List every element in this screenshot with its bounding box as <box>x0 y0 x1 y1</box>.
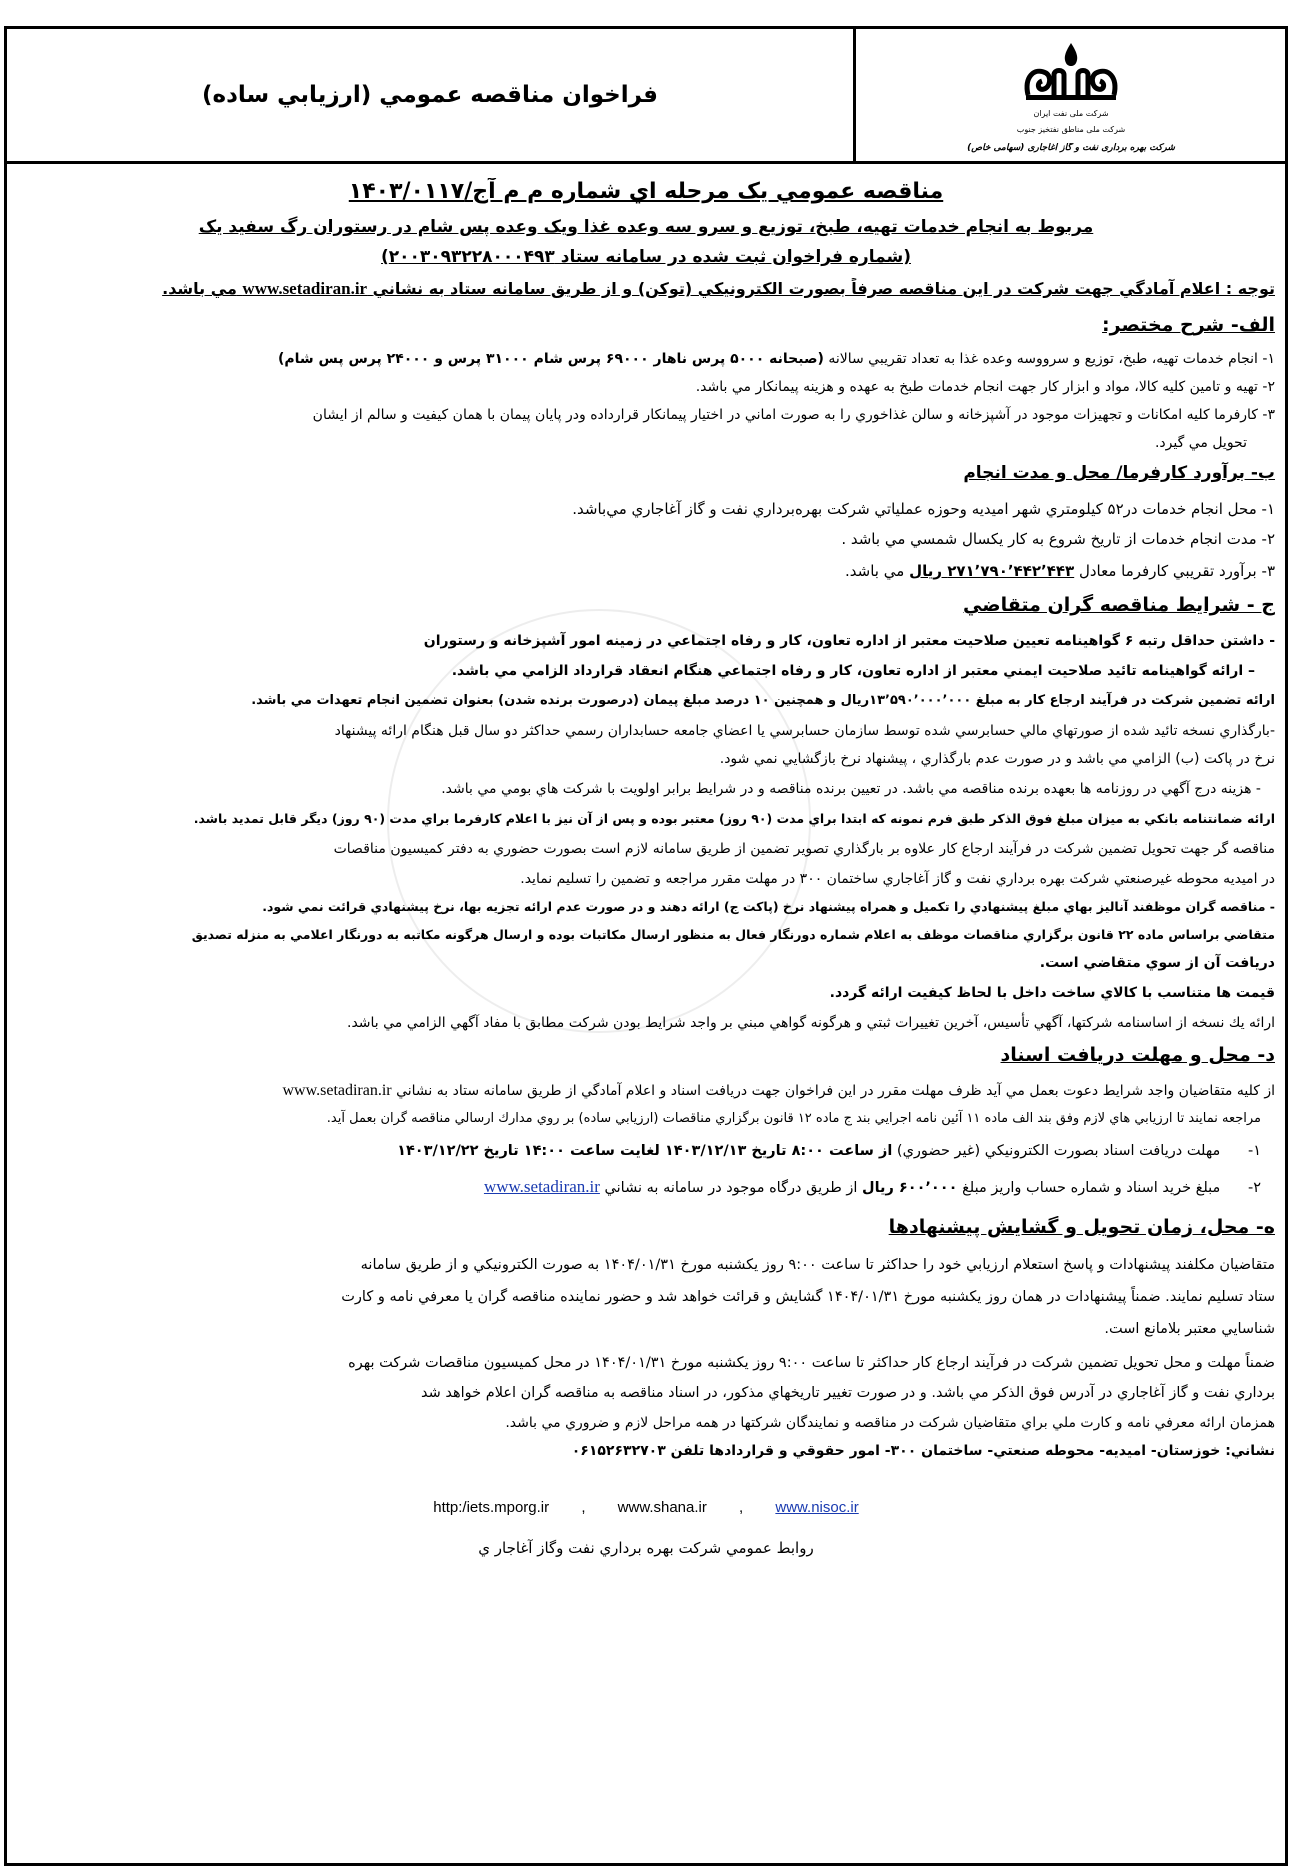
section-c-line-11: متقاضي براساس ماده ۲۲ قانون برگزاري مناقصات موظف به اعلام شماره دورنگار فعال به منظور ارسال مكاتبات بوده و ارسال هرگونه مكاتبه به دورنگار اعلامي به منزله تصديق <box>191 927 1275 942</box>
section-c-line-8: مناقصه گر جهت تحويل تضمين شركت در فرآيند ارجاع كار علاوه بر بارگذاري تصوير تضمين از طريق سامانه لازم است بصورت حضوري به دفتر كميسيون مناقصات <box>333 841 1275 857</box>
section-e-line-6: همزمان ارائه معرفي نامه و كارت ملي براي متقاضيان شركت در مناقصه و نمايندگان شركتها در همه مراحل لازم و ضروري مي باشد. <box>505 1415 1275 1431</box>
header <box>7 29 1285 164</box>
section-a-item-2: ۲- تهيه و تامين كليه كالا، مواد و ابزار كار جهت انجام خدمات طبخ به عهده و هزينه پيمانكار مي باشد. <box>695 379 1275 395</box>
estimate-amount: ۲۷۱٬۷۹۰٬۴۴۲٬۴۴۳ ريال <box>909 562 1075 580</box>
setad-url-3[interactable]: www.setadiran.ir <box>483 1177 600 1196</box>
footer-link-shana[interactable]: www.shana.ir <box>617 1499 707 1516</box>
section-e-line-1: متقاضيان مكلفند پيشنهادات و پاسخ استعلام ارزيابي خود را حداكثر تا ساعت ۹:۰۰ روز يكشنبه مورخ ۱۴۰۴/۰۱/۳۱ به صورت الكترونيكي و از طريق سامانه <box>360 1257 1275 1273</box>
section-b-item-2: ۲- مدت انجام خدمات از تاريخ شروع به كار يكسال شمسي مي باشد . <box>841 530 1275 548</box>
section-d-intro-2: مراجعه نمايند تا ارزيابي هاي لازم وفق بند الف ماده ۱۱ آئين نامه اجرايي بند ج ماده ۱۲ قانون برگزاري مناقصات (ارزيابي ساده) بر روي مدارك ارسالي مناقصه گران بعمل آيد. <box>326 1111 1261 1126</box>
section-b-title: ب- برآورد كارفرما/ محل و مدت انجام <box>963 463 1275 483</box>
section-c-line-2: – ارائه گواهينامه تائيد صلاحيت ايمني معتبر از اداره تعاون، كار و رفاه اجتماعي هنگام انعقاد قرارداد الزامي مي باشد. <box>451 663 1255 679</box>
footer-link-mporg[interactable]: http:/iets.mporg.ir <box>433 1499 550 1516</box>
section-c-line-6: - هزينه درج آگهي در روزنامه ها بعهده برنده مناقصه مي باشد. در تعيين برنده مناقصه و در شرايط برابر اولويت با شركت هاي بومي مي باشد. <box>441 781 1261 797</box>
section-c-title: ج - شرايط مناقصه گران متقاضي <box>963 594 1275 616</box>
setad-url[interactable]: www.setadiran.ir <box>242 279 368 298</box>
nioc-logo-icon <box>1016 37 1126 103</box>
section-d-item-2: ۲- مبلغ خريد اسناد و شماره حساب واريز مبلغ ۶۰۰٬۰۰۰ ريال از طريق درگاه موجود در سامانه به نشاني www.setadiran.ir <box>483 1177 1261 1196</box>
section-e-line-5: برداري نفت و گاز آغاجاري در آدرس فوق الذكر مي باشد. و در صورت تغيير تاريخهاي مذكور، در اسناد مناقصه به مناقصه گران اعلام خواهد شد <box>421 1385 1275 1401</box>
section-e-line-3: شناسايي معتبر بلامانع است. <box>1104 1321 1275 1337</box>
section-c-line-12: دريافت آن از سوي متقاضي است. <box>1039 955 1275 971</box>
section-c-line-10: - مناقصه گران موظفند آناليز بهاي مبلغ پيشنهادي را تكميل و همراه پيشنهاد نرخ (پاكت ج) ارائه دهند و در صورت عدم ارائه تجزيه بها، نرخ پيشنهادي قرائت نمي شود. <box>262 899 1275 914</box>
section-d-intro-1: از كليه متقاضيان واجد شرايط دعوت بعمل مي آيد ظرف مهلت مقرر در اين فراخوان جهت دريافت اسناد و اعلام آمادگي از طريق سامانه ستاد به نشاني www.setadiran.ir <box>282 1082 1275 1099</box>
notice-line: توجه : اعلام آمادگي جهت شركت در اين مناقصه صرفاً بصورت الكترونيكي (توكن) و از طريق سامانه ستاد به نشاني www.setadiran.ir مي باشد. <box>162 279 1275 298</box>
section-c-line-14: ارائه يك نسخه از اساسنامه شركتها، آگهي تأسيس، آخرين تغييرات ثبتي و هرگونه گواهي مبني بر واجد شرايط بودن شركت مطابق با مفاد آگهي الزامي مي باشد. <box>347 1015 1275 1031</box>
section-c-line-1: - داشتن حداقل رتبه ۶ گواهينامه تعيين صلاحيت معتبر از اداره تعاون، كار و رفاه اجتماعي در زمينه امور آشپزخانه و رستوران <box>423 633 1275 649</box>
logo-caption-3: شرکت بهره برداری نفت و گاز آغاجاری (سهامی خاص) <box>967 143 1175 153</box>
footer-links <box>7 1499 1285 1516</box>
section-d-item-1: ۱- مهلت دريافت اسناد بصورت الكترونيكي (غير حضوري) از ساعت ۸:۰۰ تاريخ ۱۴۰۳/۱۲/۱۳ لغايت ساعت ۱۴:۰۰ تاريخ ۱۴۰۳/۱۲/۲۲ <box>397 1143 1261 1159</box>
tender-subject: مربوط به انجام خدمات تهيه، طبخ، توزيع و سرو سه وعده غذا ويک وعده پس شام در رستوران رگ سفيد يک <box>198 217 1094 237</box>
section-c-line-3: ارائه تضمين شركت در فرآيند ارجاع كار به مبلغ ۱۳٬۵۹۰٬۰۰۰٬۰۰۰ريال و همچنين ۱۰ درصد مبلغ پيمان (درصورت برنده شدن) بعنوان تضمين انجام تعهدات مي باشد. <box>251 693 1275 708</box>
section-a-item-3: ۳- كارفرما كليه امكانات و تجهيزات موجود در آشپزخانه و سالن غذاخوري را به صورت اماني در اختيار پيمانكار قرارداده ودر پايان پيمان با همان كيفيت و سالم از ايشان <box>312 407 1275 423</box>
section-a-item-1: ۱- انجام خدمات تهيه، طبخ، توزيع و سرووسه وعده غذا به تعداد تقريبي سالانه (صبحانه ۵۰۰۰ پرس ناهار ۶۹۰۰۰ پرس شام ۳۱۰۰۰ پرس و ۲۴۰۰۰ پرس پس شام) <box>277 351 1275 367</box>
footer-separator: , <box>581 1499 586 1516</box>
section-b-item-1: ۱- محل انجام خدمات در۵۲ كيلومتري شهر اميديه وحوزه عملياتي شركت بهره‌برداري نفت و گاز آغاجاري مي‌باشد. <box>572 500 1275 518</box>
page-title: فراخوان مناقصه عمومي (ارزيابي ساده) <box>202 82 658 108</box>
setad-number: (شماره فراخوان ثبت شده در سامانه ستاد ۲۰۰۳۰۹۳۲۲۸۰۰۰۴۹۳) <box>381 247 911 267</box>
footer-link-nisoc[interactable]: www.nisoc.ir <box>775 1499 859 1516</box>
address-line: نشاني: خوزستان- اميديه- محوطه صنعتي- ساختمان ۳۰۰- امور حقوقي و قراردادها تلفن ۰۶۱۵۲۶۳۲۷۰۳ <box>571 1443 1275 1459</box>
section-b-item-3: ۳- برآورد تقريبي كارفرما معادل ۲۷۱٬۷۹۰٬۴۴۲٬۴۴۳ ريال مي باشد. <box>845 562 1275 580</box>
footer-separator: , <box>739 1499 744 1516</box>
tender-title: مناقصه عمومي يک مرحله اي شماره م م آج/۱۴۰۳/۰۱۱۷ <box>348 179 944 204</box>
logo-caption-2: شرکت ملی مناطق نفتخیز جنوب <box>1016 125 1126 134</box>
section-c-line-9: در اميديه محوطه غيرصنعتي شركت بهره برداري نفت و گاز آغاجاري ساختمان ۳۰۰ در مهلت مقرر مراجعه و تضمين را تسليم نمايد. <box>520 871 1275 887</box>
section-e-title: ه- محل، زمان تحويل و گشايش پيشنهادها <box>888 1216 1275 1238</box>
tender-notice-page <box>4 26 1288 1866</box>
section-d-title: د- محل و مهلت دريافت اسناد <box>1000 1044 1275 1066</box>
section-c-line-5: نرخ در پاكت (ب) الزامي مي باشد و در صورت عدم بارگذاري ، پيشنهاد نرخ بازگشايي نمي شود. <box>719 751 1275 767</box>
section-c-line-4: -بارگذاري نسخه تائيد شده از صورتهاي مالي حسابرسي شده توسط سازمان حسابرسي يا اعضاي جامعه حسابداران رسمي حداكثر دو سال قبل هنگام ارائه پيشنهاد <box>334 723 1275 739</box>
section-e-line-2: ستاد تسليم نمايند. ضمناً پيشنهادات در همان روز يكشنبه مورخ ۱۴۰۴/۰۱/۳۱ گشايش و قرائت خواهد شد و حضور نماينده مناقصه گران يا معرفي نامه و كارت <box>341 1289 1275 1305</box>
section-a-title: الف- شرح مختصر: <box>1102 314 1275 336</box>
section-e-line-4: ضمناً مهلت و محل تحويل تضمين شركت در فرآيند ارجاع كار حداكثر تا ساعت ۹:۰۰ روز يكشنبه مورخ ۱۴۰۴/۰۱/۳۱ در محل كميسيون مناقصات شركت بهره <box>348 1355 1275 1371</box>
section-c-line-7: ارائه ضمانتنامه بانكي به ميزان مبلغ فوق الذكر طبق فرم نمونه كه ابتدا براي مدت (۹۰ روز) معتبر بوده و پس از آن نيز با اعلام كارفرما براي مدت (۹۰ روز) ديگر قابل تمديد باشد. <box>193 811 1275 826</box>
setad-url-2[interactable]: www.setadiran.ir <box>282 1082 392 1099</box>
public-relations-signature: روابط عمومي شركت بهره برداري نفت وگاز آغاجار ي <box>478 1539 814 1557</box>
logo-caption-1: شرکت ملی نفت ایران <box>1033 109 1109 118</box>
section-c-line-13: قيمت ها متناسب با كالاي ساخت داخل با لحاظ كيفيت ارائه گردد. <box>829 985 1275 1001</box>
section-a-item-3-cont: تحويل مي گيرد. <box>1154 435 1247 451</box>
company-logo-block <box>856 29 1286 161</box>
